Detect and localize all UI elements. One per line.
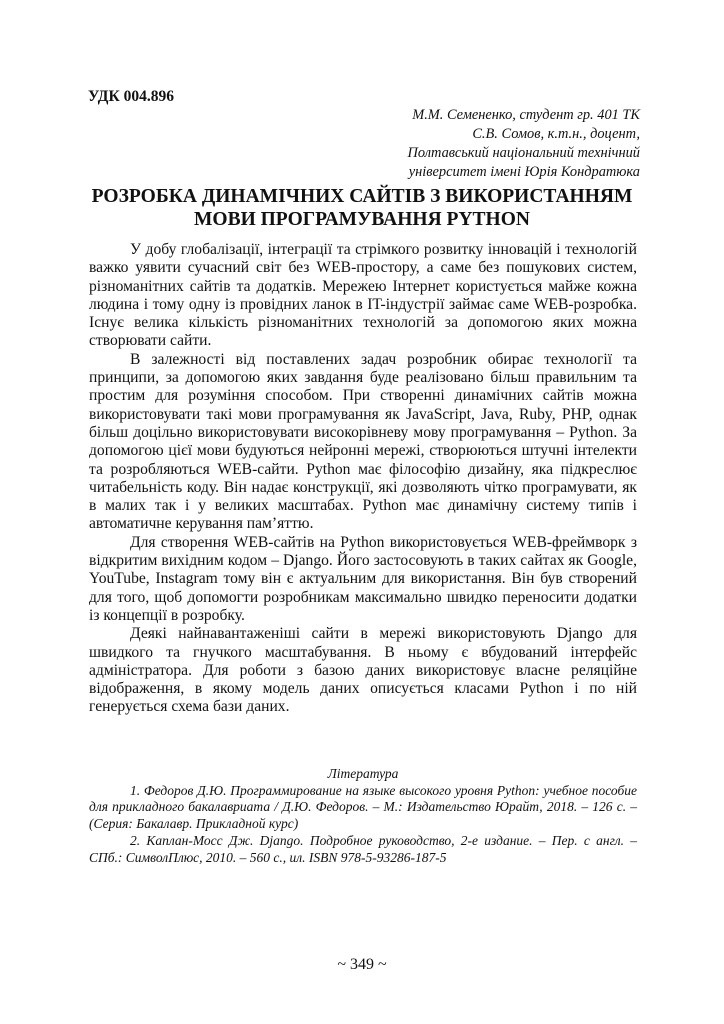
paper-body — [89, 241, 637, 717]
affiliation-line: Полтавський національний технічний — [407, 145, 640, 161]
udk-code: УДК 004.896 — [88, 88, 174, 105]
references-section — [89, 766, 637, 866]
body-paragraph: В залежності від поставлених задач розробник обирає технології та принципи, за допомогою яких завдання буде реалізовано більш правильним та простим для розуміння способом. При створенні динамічних сайтів можна використовувати такі мови програмування як JavaScript, Java, Ruby, PHP, однак більш доцільно використовувати високорівневу мову програмування – Python. За допомогою цієї мови будуються нейронні мережі, створюються штучні інтелекти та розробляються WEB-сайти. Python має філософію дизайну, яка підкреслює читабельність коду. Він надає конструкції, які дозволяють чітко програмувати, як в малих так і у великих масштабах. Python має динамічну систему типів і автоматичне керування пам’яттю. — [89, 350, 637, 533]
author-line: С.В. Сомов, к.т.н., доцент, — [472, 126, 640, 142]
paper-title — [70, 185, 654, 231]
affiliation-line: університет імені Юрія Кондратюка — [408, 164, 640, 180]
title-line: МОВИ ПРОГРАМУВАННЯ PYTHON — [194, 209, 530, 230]
reference-item: 2. Каплан-Мосс Дж. Django. Подробное руководство, 2-е издание. – Пер. с англ. – СПб.: СимволПлюс, 2010. – 560 с., ил. ISBN 978-5-93286-187-5 — [89, 832, 637, 865]
author-block — [310, 106, 640, 182]
title-line: РОЗРОБКА ДИНАМІЧНИХ САЙТІВ З ВИКОРИСТАННЯМ — [91, 186, 633, 207]
body-paragraph: У добу глобалізації, інтеграції та стрімкого розвитку інновацій і технологій важко уявити сучасний світ без WEB-простору, а саме без пошукових систем, різноманітних сайтів та додатків. Мережею Інтернет користується майже кожна людина і тому одну із провідних ланок в IT-індустрії займає саме WEB-розробка. Існує велика кількість різноманітних технологій за допомогою яких можна створювати сайти. — [89, 241, 637, 350]
page-number: ~ 349 ~ — [337, 956, 387, 973]
body-paragraph: Для створення WEB-сайтів на Python використовується WEB-фреймворк з відкритим вихідним кодом – Django. Його застосовують в таких сайтах як Google, YouTube, Instagram тому він є актуальним для використання. Він був створений для того, щоб допомогти розробникам максимально швидко переносити додатки із концепції в розробку. — [89, 533, 637, 624]
references-heading: Література — [327, 766, 399, 781]
reference-item: 1. Федоров Д.Ю. Программирование на языке высокого уровня Python: учебное пособие для прикладного бакалавриата / Д.Ю. Федоров. – М.: Издательство Юрайт, 2018. – 126 с. – (Серия: Бакалавр. Прикладной курс) — [89, 782, 637, 832]
body-paragraph: Деякі найнавантаженіші сайти в мережі використовують Django для швидкого та гнучкого масштабування. В ньому є вбудований інтерфейс адміністратора. Для роботи з базою даних використовує власне реляційне відображення, в якому модель даних описується класами Python і по ній генерується схема бази даних. — [89, 625, 637, 716]
author-line: М.М. Семененко, студент гр. 401 ТК — [412, 107, 640, 123]
